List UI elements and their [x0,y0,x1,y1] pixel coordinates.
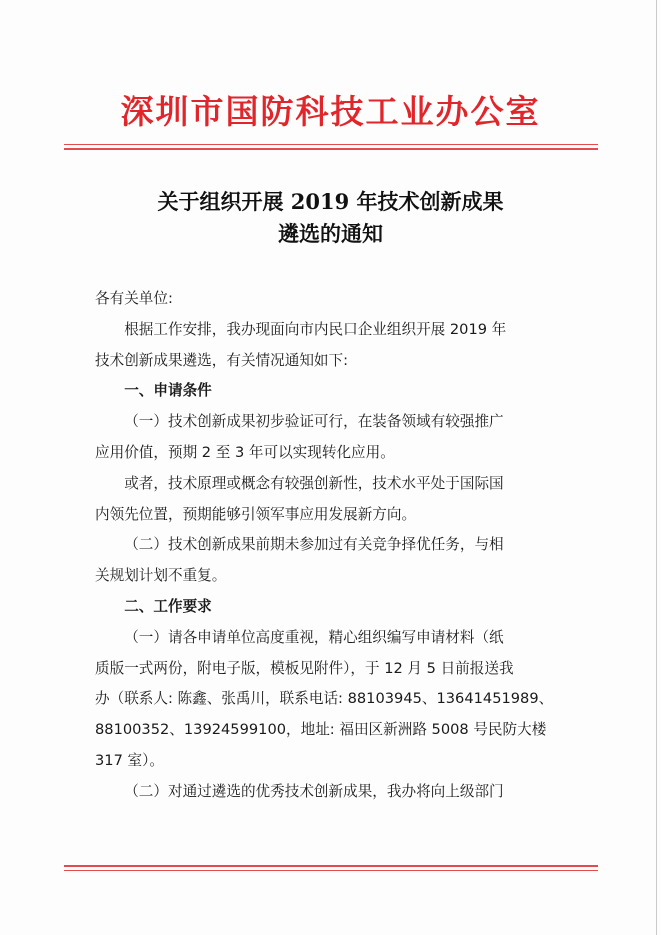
section-1-item-1-alternative [95,469,582,531]
footer-rule-thick [64,865,598,867]
document-title-line-1: 关于组织开展 2019 年技术创新成果 [157,189,504,214]
salutation: 各有关单位: [95,290,173,307]
document-body [95,284,582,808]
section-2-item-1-line-4: 88100352、13924599100，地址: 福田区新洲路 5008 号民防大楼 [95,721,547,739]
letterhead-org-name: 深圳市国防科技工业办公室 [120,92,541,131]
section-2-item-2 [95,777,582,808]
section-1-item-2-line-2: 关规划计划不重复。 [95,567,227,585]
intro-line-2: 技术创新成果遴选，有关情况通知如下: [95,351,349,369]
scan-edge-line [656,0,657,935]
section-2-item-1-line-5: 317 室）。 [95,751,164,769]
section-2-item-2-line-1: （二）对通过遴选的优秀技术创新成果，我办将向上级部门 [124,782,504,800]
section-1-item-1-line-2: 应用价值，预期 2 至 3 年可以实现转化应用。 [95,443,395,461]
section-2-item-1 [95,623,582,777]
letterhead-rule-thin [64,144,598,145]
footer-rule-thin [64,870,598,871]
section-1-alt-line-1: 或者，技术原理或概念有较强创新性，技术水平处于国际国 [124,474,504,492]
section-2-heading: 二、工作要求 [124,597,212,615]
letterhead-rule-thick [64,148,598,150]
section-1-item-2-line-1: （二）技术创新成果前期未参加过有关竞争择优任务，与相 [124,536,504,554]
section-1-alt-line-2: 内领先位置，预期能够引领军事应用发展新方向。 [95,505,417,523]
section-2-item-1-line-1: （一）请各申请单位高度重视，精心组织编写申请材料（纸 [124,628,504,646]
section-1-item-1-line-1: （一）技术创新成果初步验证可行，在装备领域有较强推广 [124,413,504,431]
intro-paragraph [95,315,582,377]
section-1-item-1 [95,407,582,469]
section-1-heading: 一、申请条件 [124,382,212,400]
section-2-item-1-line-3: 办（联系人: 陈鑫、张禹川，联系电话: 88103945、13641451989、 [95,690,554,708]
section-2-item-1-line-2: 质版一式两份，附电子版，模板见附件），于 12 月 5 日前报送我 [95,659,514,677]
section-1-item-2 [95,530,582,592]
intro-line-1: 根据工作安排，我办现面向市内民口企业组织开展 2019 年 [124,320,507,338]
document-title-line-2: 遴选的通知 [278,221,383,246]
document-title [0,186,661,250]
